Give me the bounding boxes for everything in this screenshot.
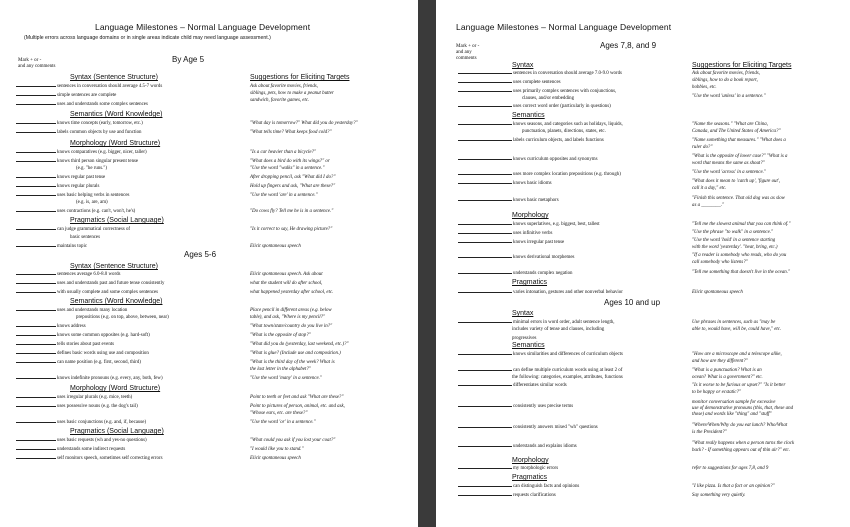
checklist-row: understands complex negation bbox=[458, 271, 573, 276]
suggestion-text: "What is the opposite of lower case?" "What is a bbox=[692, 154, 788, 159]
suggestion-text: sandwich, favorite games, etc. bbox=[250, 98, 310, 103]
suggestion-text: use of demonstrative pronouns (this, that, these and bbox=[692, 406, 794, 411]
checklist-row: knows superlatives, e.g. biggest, best, tallest bbox=[458, 222, 600, 227]
checklist-row: knows time concepts (early, tomorrow, etc.) bbox=[16, 121, 143, 126]
checklist-row-continuation: (e.g. "he runs.") bbox=[76, 166, 108, 171]
suggestion-text: ocean? What is a government?" etc. bbox=[692, 375, 763, 380]
mark-blank[interactable] bbox=[16, 86, 56, 87]
suggestion-text: After dropping pencil, ask "What did I do?" bbox=[250, 175, 336, 180]
checklist-row-continuation: includes variety of tense and clauses, including bbox=[512, 327, 605, 332]
checklist-row: self monitors speech, sometimes self correcting errors bbox=[16, 456, 163, 461]
suggestion-text: "Whose ears, etc. are these?" bbox=[250, 411, 308, 416]
suggestion-text: "What could you ask if you lost your coat?" bbox=[250, 438, 336, 443]
suggestion-text: "Is a car heavier than a bicycle?" bbox=[250, 150, 317, 155]
checklist-row: knows curriculum opposites and synonyms bbox=[458, 157, 598, 162]
section-heading: Pragmatics bbox=[512, 279, 548, 286]
suggestion-text: "What is glue? (Include use and composition.) bbox=[250, 351, 341, 356]
suggestion-text: and how are they different?" bbox=[692, 359, 748, 364]
checklist-row: varies intonation, gestures and other nonverbal behavior bbox=[458, 290, 623, 295]
suggestion-text: those) and words like "thing" and "stuff" bbox=[692, 412, 772, 417]
section-heading: Morphology bbox=[512, 212, 549, 219]
checklist-row-continuation: basic sentences bbox=[70, 235, 101, 240]
checklist-row-continuation: the following: categories, examples, attributes, functions bbox=[512, 375, 623, 380]
mark-blank[interactable] bbox=[16, 326, 56, 327]
checklist-row: consistently answers mixed "wh" questions bbox=[458, 425, 598, 430]
mark-blank[interactable] bbox=[458, 159, 512, 160]
mark-blank[interactable] bbox=[16, 353, 56, 354]
checklist-row: uses irregular plurals (e.g. mice, teeth) bbox=[16, 395, 132, 400]
suggestion-text: back? - If something appears out of thin air?" etc. bbox=[692, 448, 790, 453]
mark-blank[interactable] bbox=[16, 177, 56, 178]
checklist-row-continuation: (e.g. is, are, am) bbox=[76, 200, 108, 205]
suggestion-text: hobbies, etc. bbox=[692, 85, 717, 90]
mark-blank[interactable] bbox=[458, 273, 512, 274]
checklist-row: uses and understands past and future tense consistently bbox=[16, 281, 164, 286]
suggestion-text: "What did you do (yesterday, last weekend, etc.)?" bbox=[250, 342, 349, 347]
mark-blank[interactable] bbox=[16, 123, 56, 124]
mark-blank[interactable] bbox=[16, 152, 56, 153]
suggestion-text: "Use the word 'or' in a sentence." bbox=[250, 420, 316, 425]
section-heading: Morphology (Word Structure) bbox=[70, 385, 161, 392]
suggestion-text: Canada, and The United States of America?" bbox=[692, 129, 781, 134]
suggestion-text: is the President?" bbox=[692, 430, 727, 435]
suggestion-text: "Use the word 'across' in a sentence." bbox=[692, 170, 766, 175]
suggestion-text: "What tells time? What keeps food cold?" bbox=[250, 130, 332, 135]
mark-blank[interactable] bbox=[16, 292, 56, 293]
suggestion-text: "Finish this sentence. That old dog was as slow bbox=[692, 196, 785, 201]
suggestion-text: with the word 'yesterday'. "hear, bring, etc.) bbox=[692, 245, 778, 250]
mark-blank[interactable] bbox=[458, 233, 512, 234]
age-heading: Ages 7,8, and 9 bbox=[600, 41, 657, 50]
checklist-row-continuation: prepositions (e.g. on top, above, between, near) bbox=[76, 315, 169, 320]
suggestion-text: "What is the opposite of stop?" bbox=[250, 333, 311, 338]
suggestion-text: call it a day," etc. bbox=[692, 186, 727, 191]
mark-blank[interactable] bbox=[16, 397, 56, 398]
suggestion-text: "Is it worse to be furious or upset?" "Is it better bbox=[692, 383, 786, 388]
suggestion-text: "I like pizza. Is that a fact or an opinion?" bbox=[692, 484, 775, 489]
mark-blank[interactable] bbox=[16, 335, 56, 336]
checklist-row: can distinguish facts and opinions bbox=[458, 484, 579, 489]
mark-blank[interactable] bbox=[458, 242, 512, 243]
suggestion-text: Place pencil in different areas (e.g. below bbox=[250, 308, 332, 313]
checklist-row: knows basic idioms bbox=[458, 181, 552, 186]
mark-blank[interactable] bbox=[16, 274, 56, 275]
checklist-row: with usually complete and some complex sentences bbox=[16, 290, 158, 295]
suggestion-text: "Use the word "walks" in a sentence." bbox=[250, 166, 325, 171]
section-heading: Pragmatics (Social Language) bbox=[70, 428, 164, 435]
checklist-row: sentences in conversation should average 7.0-9.0 words bbox=[458, 71, 622, 76]
checklist-row: sentences in conversation should average 4.5-7 words bbox=[16, 84, 162, 89]
mark-blank[interactable] bbox=[458, 91, 512, 92]
section-heading: Semantics (Word Knowledge) bbox=[70, 298, 163, 305]
suggestion-text: ruler do?" bbox=[692, 145, 713, 150]
suggestions-header: Suggestions for Eliciting Targets bbox=[250, 74, 350, 81]
mark-blank[interactable] bbox=[16, 283, 56, 284]
page-title: Language Milestones – Normal Language Development bbox=[456, 22, 672, 32]
checklist-row: uses complete sentences bbox=[458, 80, 561, 85]
checklist-row: consistently uses precise terms bbox=[458, 404, 573, 409]
mark-blank[interactable] bbox=[16, 211, 56, 212]
suggestion-text: refer to suggestions for ages 7,8, and 9 bbox=[692, 466, 769, 471]
mark-blank[interactable] bbox=[16, 422, 56, 423]
checklist-row: my morphologic errors bbox=[458, 466, 558, 471]
mark-blank[interactable] bbox=[458, 183, 512, 184]
age-heading: Ages 10 and up bbox=[604, 298, 661, 307]
suggestion-text: what the student will do after school, bbox=[250, 281, 323, 286]
checklist-row: knows regular plurals bbox=[16, 184, 99, 189]
checklist-row: uses and understands some complex sentences bbox=[16, 102, 148, 107]
mark-blank[interactable] bbox=[16, 378, 56, 379]
suggestion-text: "Use the word 'hold' in a sentence starting bbox=[692, 238, 776, 243]
suggestion-text: "If a reader is somebody who reads, who do you bbox=[692, 253, 787, 258]
section-heading: Pragmatics (Social Language) bbox=[70, 217, 164, 224]
suggestion-text: Elicit spontaneous speech bbox=[250, 244, 301, 249]
section-heading: Semantics bbox=[512, 112, 545, 119]
age-heading: Ages 5-6 bbox=[184, 250, 217, 259]
suggestion-text: "Name the seasons." "What are China, bbox=[692, 122, 768, 127]
checklist-row: simple sentences are complete bbox=[16, 93, 116, 98]
checklist-row: uses and understands many location bbox=[16, 308, 127, 313]
checklist-row: uses possessive nouns (e.g. the dog's tail) bbox=[16, 404, 138, 409]
mark-blank[interactable] bbox=[458, 406, 512, 407]
checklist-row: tells stories about past events bbox=[16, 342, 114, 347]
section-heading: Semantics bbox=[512, 342, 545, 349]
mark-blank[interactable] bbox=[16, 362, 56, 363]
mark-blank[interactable] bbox=[16, 186, 56, 187]
checklist-row: labels common objects by use and function bbox=[16, 130, 141, 135]
checklist-row: can judge grammatical correctness of bbox=[16, 227, 130, 232]
suggestion-text: Elicit spontaneous speech. Ask about bbox=[250, 272, 323, 277]
section-heading: Morphology (Word Structure) bbox=[70, 140, 161, 147]
suggestion-text: Ask about favorite movies, friends, bbox=[692, 71, 760, 76]
suggestion-text: the last letter in the alphabet?" bbox=[250, 367, 311, 372]
mark-blank[interactable] bbox=[458, 257, 512, 258]
suggestion-text: "I would like you to stand." bbox=[250, 447, 304, 452]
checklist-row: can define multiple curriculum words using at least 2 of bbox=[458, 368, 622, 373]
mark-blank[interactable] bbox=[458, 292, 512, 293]
suggestion-text: Use phrases in sentences, such as "may be bbox=[692, 320, 776, 325]
suggestion-text: Ask about favorite movies, friends, bbox=[250, 84, 318, 89]
suggestion-text: "What does it mean to 'catch up', 'figure out', bbox=[692, 179, 781, 184]
mark-blank[interactable] bbox=[458, 370, 512, 371]
suggestion-text: Say something very quietly. bbox=[692, 493, 746, 498]
suggestion-text: table), and ask, "Where is my pencil?" bbox=[250, 315, 326, 320]
mark-blank[interactable] bbox=[458, 106, 512, 107]
mark-blank[interactable] bbox=[16, 104, 56, 105]
suggestion-text: siblings, pets, how to make a peanut butter bbox=[250, 91, 334, 96]
suggestion-text: as a ________." bbox=[692, 203, 725, 208]
mark-blank[interactable] bbox=[16, 229, 56, 230]
suggestion-text: "What is the third day of the week? What is bbox=[250, 360, 335, 365]
left-page bbox=[0, 0, 418, 527]
checklist-row: labels curriculum objects, and labels functions bbox=[458, 138, 604, 143]
mark-blank[interactable] bbox=[458, 322, 512, 323]
checklist-row: knows similarities and differences of curriculum objects bbox=[458, 352, 623, 357]
checklist-row: differentiates similar words bbox=[458, 383, 567, 388]
checklist-row: knows seasons, and categories such as holidays, liquids, bbox=[458, 122, 623, 127]
mark-blank[interactable] bbox=[16, 458, 56, 459]
checklist-row: maintains topic bbox=[16, 244, 87, 249]
suggestion-text: "Use the word 'are' in a sentence." bbox=[250, 193, 318, 198]
mark-blank[interactable] bbox=[458, 73, 512, 74]
checklist-row: knows basic metaphors bbox=[458, 198, 559, 203]
mark-blank[interactable] bbox=[458, 124, 512, 125]
mark-blank[interactable] bbox=[458, 427, 512, 428]
suggestion-text: to be happy or ecstatic?" bbox=[692, 390, 742, 395]
mark-blank[interactable] bbox=[16, 195, 56, 196]
section-heading: Semantics (Word Knowledge) bbox=[70, 111, 163, 118]
checklist-row: understands some indirect requests bbox=[16, 447, 125, 452]
mark-blank[interactable] bbox=[458, 200, 512, 201]
checklist-row: knows some common opposites (e.g. hard-soft) bbox=[16, 333, 150, 338]
mark-blank[interactable] bbox=[458, 495, 512, 496]
mark-blank[interactable] bbox=[16, 310, 56, 311]
checklist-row: knows regular past tense bbox=[16, 175, 105, 180]
checklist-row: uses infinitive verbs bbox=[458, 231, 552, 236]
checklist-row: knows irregular past tense bbox=[458, 240, 564, 245]
mark-blank[interactable] bbox=[458, 82, 512, 83]
suggestion-text: "Name something that measures." "What does a bbox=[692, 138, 786, 143]
checklist-row: understands and explains idioms bbox=[458, 444, 577, 449]
mark-blank[interactable] bbox=[458, 354, 512, 355]
mark-blank[interactable] bbox=[16, 161, 56, 162]
section-heading: Syntax (Sentence Structure) bbox=[70, 74, 158, 81]
checklist-row: uses basic requests (wh and yes-no questions) bbox=[16, 438, 147, 443]
page-gutter bbox=[418, 0, 436, 527]
checklist-row: uses primarily complex sentences with conjunctions, bbox=[458, 89, 616, 94]
checklist-row: requests clarifications bbox=[458, 493, 556, 498]
page-subtitle: (Multiple errors across language domains or in single areas indicate child may need language assessment.) bbox=[24, 35, 271, 41]
age-heading: By Age 5 bbox=[172, 55, 205, 64]
mark-label: Mark + or - and any comments bbox=[18, 58, 56, 69]
page-title: Language Milestones – Normal Language Development bbox=[95, 22, 311, 32]
mark-blank[interactable] bbox=[458, 385, 512, 386]
suggestion-text: "Use the word 'many' in a sentence." bbox=[250, 376, 322, 381]
section-heading: Syntax (Sentence Structure) bbox=[70, 263, 158, 270]
suggestion-text: "Do cows fly? Tell me he is in a sentence." bbox=[250, 209, 334, 214]
checklist-row: knows derivational morphemes bbox=[458, 255, 574, 260]
mark-blank[interactable] bbox=[458, 468, 512, 469]
section-heading: Pragmatics bbox=[512, 474, 548, 481]
mark-blank[interactable] bbox=[16, 246, 56, 247]
suggestion-text: "What is a punctuation? What is an bbox=[692, 368, 762, 373]
right-page bbox=[436, 0, 850, 527]
checklist-row: knows indefinite pronouns (e.g. every, any, both, few) bbox=[16, 376, 163, 381]
suggestion-text: "Tell me the slowest animal that you can think of." bbox=[692, 222, 791, 227]
checklist-row: uses basic helping verbs in sentences bbox=[16, 193, 129, 198]
suggestion-text: what happened yesterday after school, etc. bbox=[250, 290, 334, 295]
suggestion-text: "Tell me something that doesn't live in the ocean." bbox=[692, 270, 791, 275]
mark-blank[interactable] bbox=[458, 174, 512, 175]
section-heading: Morphology bbox=[512, 457, 549, 464]
mark-blank[interactable] bbox=[458, 446, 512, 447]
suggestion-text: able to, would have, will be, could have," etc. bbox=[692, 327, 782, 332]
suggestion-text: Point to teeth or feet and ask "What are these?" bbox=[250, 395, 344, 400]
suggestion-text: "Where/When/Why do you eat lunch? Who/What bbox=[692, 423, 788, 428]
suggestion-text: Elicit spontaneous speech bbox=[250, 456, 301, 461]
checklist-row: defines basic words using use and composition bbox=[16, 351, 149, 356]
section-heading: Syntax bbox=[512, 310, 534, 317]
mark-blank[interactable] bbox=[16, 449, 56, 450]
suggestion-text: "Use the phrase "to walk" in a sentence." bbox=[692, 230, 774, 235]
suggestion-text: "What really happens when a person turns the clock bbox=[692, 441, 795, 446]
mark-blank[interactable] bbox=[16, 95, 56, 96]
checklist-row: knows comparatives (e.g. bigger, nicer, taller) bbox=[16, 150, 147, 155]
mark-blank[interactable] bbox=[458, 140, 512, 141]
mark-blank[interactable] bbox=[16, 440, 56, 441]
checklist-row-continuation: progressives bbox=[512, 336, 537, 341]
section-heading: Syntax bbox=[512, 62, 534, 69]
suggestion-text: "What town/state/country do you live in?" bbox=[250, 324, 333, 329]
checklist-row: uses basic conjunctions (e.g. and, if, because) bbox=[16, 420, 146, 425]
mark-blank[interactable] bbox=[458, 224, 512, 225]
suggestion-text: siblings, how to do a book report, bbox=[692, 78, 758, 83]
checklist-row: uses contractions (e.g. can't, won't, he's) bbox=[16, 209, 135, 214]
suggestion-text: monitor conversation sample for excessive bbox=[692, 400, 776, 405]
suggestion-text: call somebody who listens?" bbox=[692, 260, 748, 265]
checklist-row: sentences average 6.0-8.0 words bbox=[16, 272, 120, 277]
mark-blank[interactable] bbox=[458, 486, 512, 487]
checklist-row: uses more complex location prepositions (e.g. through) bbox=[458, 172, 621, 177]
mark-label: Mark + or - and any comments bbox=[456, 44, 480, 61]
suggestion-text: "How are a microscope and a telescope alike, bbox=[692, 352, 782, 357]
suggestion-text: "Is it correct to say, He drawing picture?" bbox=[250, 227, 333, 232]
suggestion-text: Elicit spontaneous speech bbox=[692, 290, 743, 295]
suggestions-header: Suggestions for Eliciting Targets bbox=[692, 62, 792, 69]
mark-blank[interactable] bbox=[16, 406, 56, 407]
checklist-row: knows address bbox=[16, 324, 86, 329]
mark-blank[interactable] bbox=[16, 344, 56, 345]
checklist-row: knows third person singular present tense bbox=[16, 159, 138, 164]
checklist-row-continuation: punctuation, planets, directions, states, etc. bbox=[522, 129, 606, 134]
suggestion-text: "What does a bird do with its wings?" or bbox=[250, 159, 330, 164]
checklist-row: minimal errors in word order, adult sentence length, bbox=[458, 320, 615, 325]
suggestion-text: word that means the same as shout?" bbox=[692, 161, 765, 166]
checklist-row: can name position (e.g. first, second, third) bbox=[16, 360, 141, 365]
suggestion-text: Point to pictures of person, animal, etc. and ask, bbox=[250, 404, 345, 409]
checklist-row: uses correct word order (particularly in questions) bbox=[458, 104, 611, 109]
suggestion-text: "What day is tomorrow?" What did you do yesterday?" bbox=[250, 121, 358, 126]
suggestion-text: "Use the word 'unless' in a sentence." bbox=[692, 94, 766, 99]
suggestion-text: Hold up fingers and ask, "What are these?" bbox=[250, 184, 336, 189]
checklist-row-continuation: clauses, and/or embedding bbox=[522, 96, 575, 101]
mark-blank[interactable] bbox=[16, 132, 56, 133]
